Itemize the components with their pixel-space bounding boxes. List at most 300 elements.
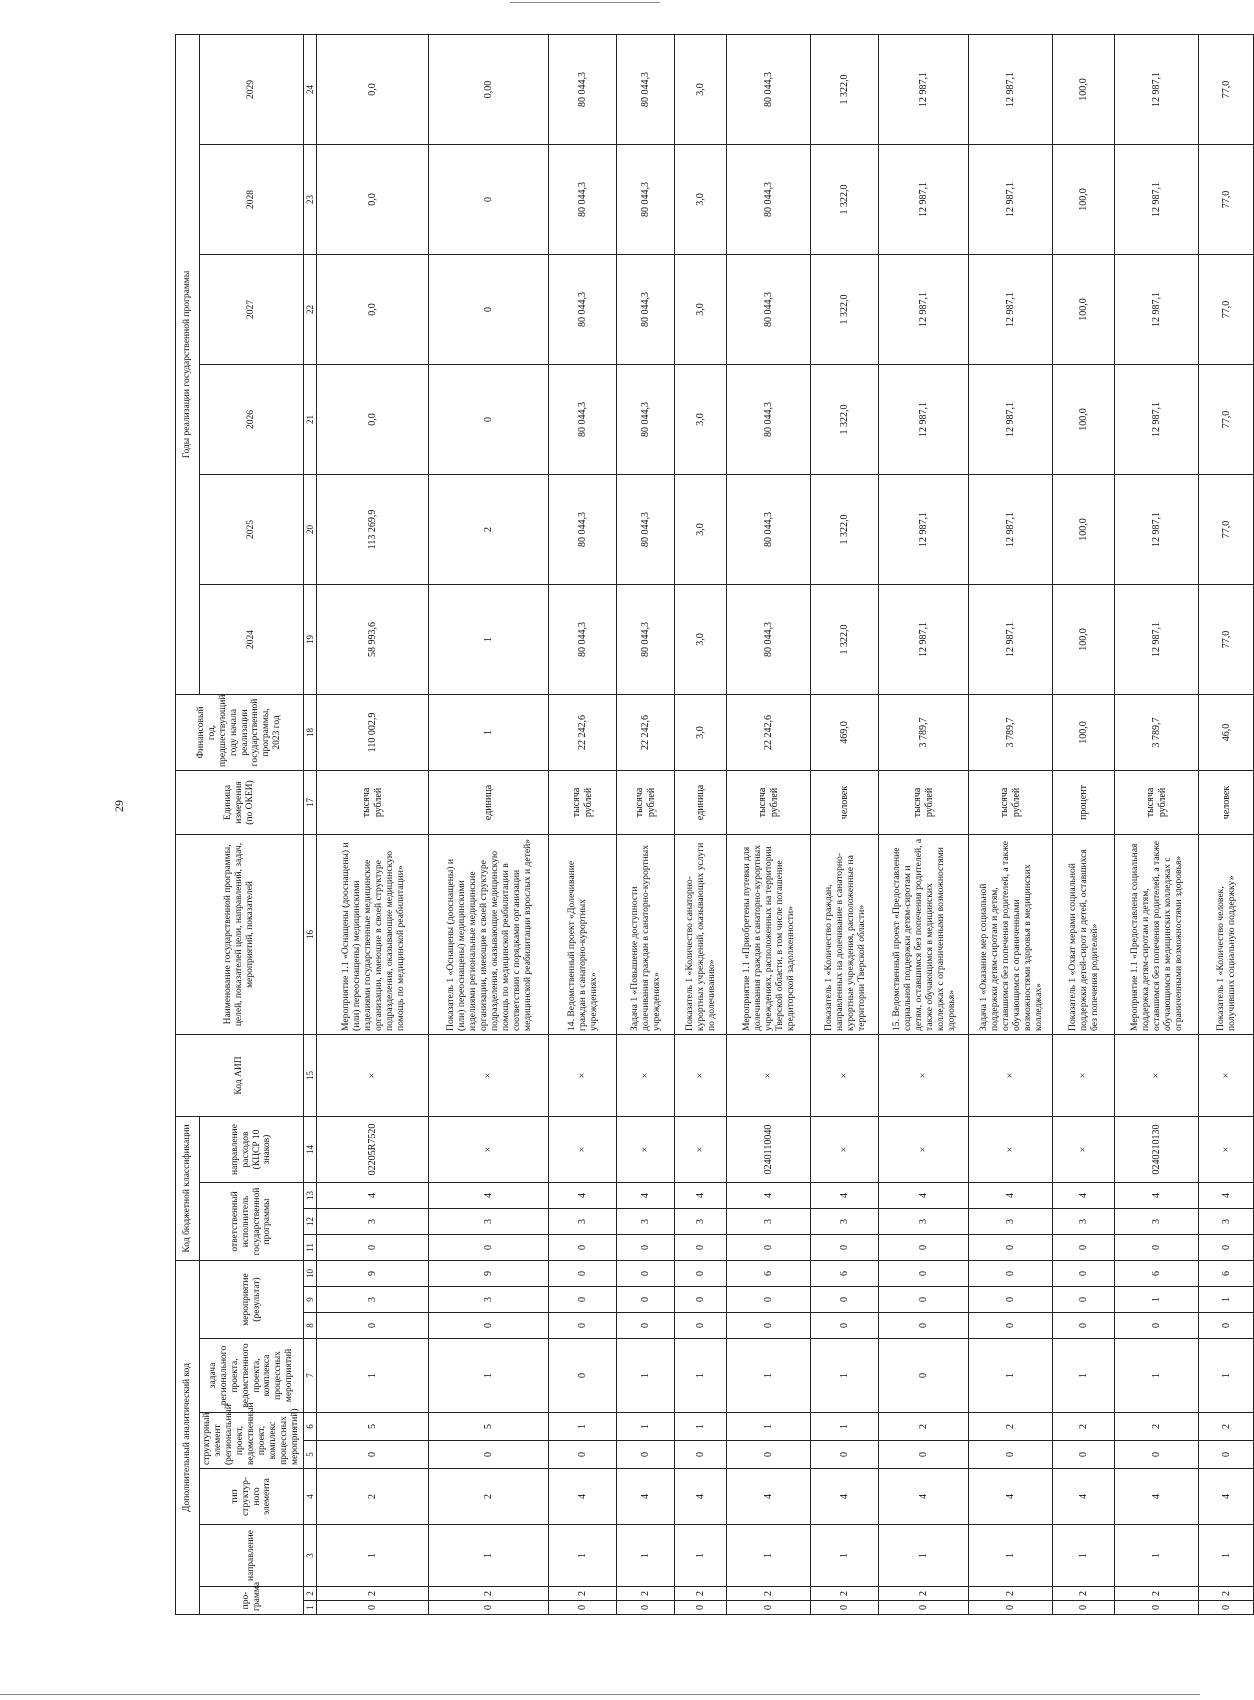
expense-direction-cell: 02205R7520	[317, 1116, 429, 1182]
year-value-cell: 77,0	[1199, 144, 1254, 254]
unit-cell: процент	[1053, 770, 1115, 834]
year-value-cell: 1 322,0	[811, 364, 879, 474]
code-cell: 2	[969, 1587, 1053, 1601]
table-row	[1115, 34, 1199, 1614]
header-executor: ответственный исполнитель государственной программы	[200, 1183, 304, 1261]
rotated-table-container	[175, 60, 1238, 1615]
aip-code-cell: ×	[317, 1034, 429, 1116]
code-cell: 3	[317, 1209, 429, 1235]
col-number: 19	[304, 584, 317, 694]
col-number: 6	[304, 1413, 317, 1441]
code-cell: 4	[879, 1469, 969, 1525]
col-number: 3	[304, 1525, 317, 1587]
unit-cell: единица	[675, 770, 727, 834]
code-cell: 0	[549, 1441, 617, 1469]
aip-code-cell: ×	[675, 1034, 727, 1116]
code-cell: 2	[1199, 1413, 1254, 1441]
column-number-row	[304, 34, 317, 1614]
code-cell: 4	[879, 1183, 969, 1209]
year-value-cell: 1 322,0	[811, 474, 879, 584]
year-value-cell: 100,0	[1053, 254, 1115, 364]
code-cell: 0	[429, 1441, 549, 1469]
year-value-cell: 80 044,3	[617, 474, 675, 584]
code-cell: 1	[675, 1339, 727, 1413]
code-cell: 0	[727, 1313, 811, 1339]
code-cell: 4	[617, 1183, 675, 1209]
code-cell: 1	[727, 1413, 811, 1441]
code-cell: 2	[727, 1587, 811, 1601]
unit-cell: человек	[811, 770, 879, 834]
code-cell: 0	[429, 1313, 549, 1339]
year-value-cell: 80 044,3	[549, 474, 617, 584]
unit-cell: тысяча рублей	[1115, 770, 1199, 834]
year-value-cell: 0	[429, 144, 549, 254]
aip-code-cell: ×	[1115, 1034, 1199, 1116]
aip-code-cell: ×	[969, 1034, 1053, 1116]
year-value-cell: 12 987,1	[1115, 364, 1199, 474]
code-cell: 0	[879, 1261, 969, 1287]
row-name-cell: Мероприятие 1.1 «Оснащены (дооснащены) и (или) переоснащены) медицинскими изделиями государственные медицинские организации, имеющие в своей структуре подразделения, оказывающие медицинскую помощь по медицинской реабилитации»	[317, 834, 429, 1034]
code-cell: 1	[617, 1413, 675, 1441]
year-value-cell: 77,0	[1199, 34, 1254, 144]
table-row	[675, 34, 727, 1614]
expense-direction-cell: ×	[969, 1116, 1053, 1182]
code-cell: 1	[317, 1339, 429, 1413]
code-cell: 4	[429, 1183, 549, 1209]
col-number: 9	[304, 1287, 317, 1313]
base-year-value-cell: 22 242,6	[727, 694, 811, 770]
code-cell: 2	[1115, 1413, 1199, 1441]
year-value-cell: 0,0	[317, 364, 429, 474]
base-year-value-cell: 1	[429, 694, 549, 770]
col-number: 24	[304, 34, 317, 144]
row-name-cell: Мероприятие 1.1 «Приобретены путевки для долечивания граждан в санаторно-курортных учреждениях, расположенных на территории Тверской области, в том числе погашение кредиторской задолженности»	[727, 834, 811, 1034]
code-cell: 4	[675, 1183, 727, 1209]
row-name-cell: 15. Ведомственный проект «Предоставление социальной поддержки детям-сиротам и детям, оставшимся без попечения родителей, а также обучающимся в медицинских колледжах с ограниченными возможностями здоровья»	[879, 834, 969, 1034]
col-number: 7	[304, 1339, 317, 1413]
header-expense-direction: направление расходов (КЦСР 10 знаков)	[200, 1116, 304, 1182]
unit-cell: тысяча рублей	[317, 770, 429, 834]
header-program: про-грамма	[200, 1587, 304, 1615]
code-cell: 6	[811, 1261, 879, 1287]
base-year-value-cell: 100,0	[1053, 694, 1115, 770]
code-cell: 0	[969, 1287, 1053, 1313]
col-number: 13	[304, 1183, 317, 1209]
code-cell: 1	[969, 1339, 1053, 1413]
header-year-2027: 2027	[200, 254, 304, 364]
code-cell: 0	[1115, 1441, 1199, 1469]
code-cell: 0	[969, 1261, 1053, 1287]
code-cell: 1	[811, 1413, 879, 1441]
code-cell: 1	[317, 1525, 429, 1587]
header-name: Наименование государственной программы, целей, показателей цели, направлений, задач, мероприятий, показателей	[176, 834, 304, 1034]
year-value-cell: 0	[429, 254, 549, 364]
code-cell: 0	[1115, 1313, 1199, 1339]
base-year-value-cell: 3 789,7	[879, 694, 969, 770]
table-row	[727, 34, 811, 1614]
year-value-cell: 80 044,3	[617, 254, 675, 364]
row-name-cell: Задача 1 «Повышение доступности долечивания граждан в санаторно-курортных учреждениях»	[617, 834, 675, 1034]
year-value-cell: 12 987,1	[1115, 254, 1199, 364]
code-cell: 0	[675, 1261, 727, 1287]
code-cell: 0	[1199, 1313, 1254, 1339]
year-value-cell: 80 044,3	[549, 144, 617, 254]
code-cell: 4	[811, 1469, 879, 1525]
year-value-cell: 12 987,1	[969, 584, 1053, 694]
header-year-2024: 2024	[200, 584, 304, 694]
row-name-cell: Мероприятие 1.1 «Предоставлена социальная поддержка детям-сиротам и детям, оставшимся без попечения родителей, а также обучающимся в медицинских колледжах с ограниченными возможностями здоровья»	[1115, 834, 1199, 1034]
code-cell: 1	[1115, 1525, 1199, 1587]
year-value-cell: 58 993,6	[317, 584, 429, 694]
row-name-cell: Задача 1 «Оказание мер социальной поддержки детям-сиротам и детям, оставшимся без попечения родителей, а также обучающимся с ограниченными возможностями здоровья в медицинских колледжах»	[969, 834, 1053, 1034]
base-year-value-cell: 22 242,6	[549, 694, 617, 770]
year-value-cell: 0,00	[429, 34, 549, 144]
year-value-cell: 3,0	[675, 474, 727, 584]
code-cell: 4	[1115, 1183, 1199, 1209]
year-value-cell: 12 987,1	[1115, 144, 1199, 254]
code-cell: 4	[727, 1469, 811, 1525]
header-direction: направление	[200, 1525, 304, 1587]
code-cell: 2	[549, 1587, 617, 1601]
table-row	[811, 34, 879, 1614]
code-cell: 0	[675, 1235, 727, 1261]
code-cell: 0	[811, 1235, 879, 1261]
table-row	[317, 34, 429, 1614]
code-cell: 4	[1053, 1183, 1115, 1209]
base-year-value-cell: 46,0	[1199, 694, 1254, 770]
year-value-cell: 0,0	[317, 254, 429, 364]
year-value-cell: 80 044,3	[617, 584, 675, 694]
code-cell: 0	[675, 1313, 727, 1339]
code-cell: 0	[617, 1287, 675, 1313]
col-number: 16	[304, 834, 317, 1034]
year-value-cell: 80 044,3	[549, 364, 617, 474]
code-cell: 1	[1115, 1287, 1199, 1313]
row-name-cell: Показатель 1 «Охват мерами социальной поддержки детей-сирот и детей, оставшихся без попечения родителей»	[1053, 834, 1115, 1034]
code-cell: 0	[1053, 1261, 1115, 1287]
code-cell: 0	[1053, 1287, 1115, 1313]
code-cell: 6	[727, 1261, 811, 1287]
code-cell: 4	[549, 1469, 617, 1525]
year-value-cell: 12 987,1	[969, 364, 1053, 474]
code-cell: 0	[1199, 1235, 1254, 1261]
year-value-cell: 0	[429, 364, 549, 474]
aip-code-cell: ×	[549, 1034, 617, 1116]
table-row	[969, 34, 1053, 1614]
col-number: 8	[304, 1313, 317, 1339]
code-cell: 0	[727, 1287, 811, 1313]
code-cell: 1	[969, 1525, 1053, 1587]
program-table	[175, 34, 1254, 1615]
code-cell: 0	[317, 1441, 429, 1469]
year-value-cell: 80 044,3	[617, 144, 675, 254]
col-number: 1	[304, 1601, 317, 1615]
year-value-cell: 80 044,3	[549, 584, 617, 694]
base-year-value-cell: 469,0	[811, 694, 879, 770]
code-cell: 0	[549, 1313, 617, 1339]
code-cell: 0	[675, 1287, 727, 1313]
code-cell: 0	[549, 1261, 617, 1287]
code-cell: 0	[549, 1235, 617, 1261]
code-cell: 2	[317, 1587, 429, 1601]
code-cell: 0	[549, 1601, 617, 1615]
header-aip-code: Код АИП	[176, 1034, 304, 1116]
year-value-cell: 3,0	[675, 144, 727, 254]
base-year-value-cell: 110 002,9	[317, 694, 429, 770]
code-cell: 0	[969, 1235, 1053, 1261]
code-cell: 0	[1053, 1313, 1115, 1339]
code-cell: 3	[429, 1209, 549, 1235]
header-years-group: Годы реализации государственной программы	[176, 34, 200, 694]
table-row	[1199, 34, 1254, 1614]
code-cell: 1	[675, 1413, 727, 1441]
code-cell: 9	[317, 1261, 429, 1287]
code-cell: 4	[1199, 1183, 1254, 1209]
expense-direction-cell: ×	[1199, 1116, 1254, 1182]
code-cell: 0	[1199, 1441, 1254, 1469]
year-value-cell: 0,0	[317, 34, 429, 144]
code-cell: 0	[879, 1313, 969, 1339]
year-value-cell: 80 044,3	[727, 364, 811, 474]
row-name-cell: Показатель 1 «Количество граждан, направленных на долечивание в санаторно-курортные учреждения, расположенные на территории Тверской области»	[811, 834, 879, 1034]
code-cell: 1	[429, 1525, 549, 1587]
col-number: 12	[304, 1209, 317, 1235]
code-cell: 0	[317, 1235, 429, 1261]
aip-code-cell: ×	[879, 1034, 969, 1116]
code-cell: 2	[1199, 1587, 1254, 1601]
code-cell: 0	[1053, 1441, 1115, 1469]
code-cell: 0	[617, 1441, 675, 1469]
col-number: 4	[304, 1469, 317, 1525]
year-value-cell: 3,0	[675, 34, 727, 144]
code-cell: 0	[549, 1287, 617, 1313]
base-year-value-cell: 3,0	[675, 694, 727, 770]
col-number: 14	[304, 1116, 317, 1182]
code-cell: 3	[1199, 1209, 1254, 1235]
header-year-2029: 2029	[200, 34, 304, 144]
col-number: 10	[304, 1261, 317, 1287]
aip-code-cell: ×	[727, 1034, 811, 1116]
code-cell: 4	[549, 1183, 617, 1209]
table-row	[1053, 34, 1115, 1614]
year-value-cell: 3,0	[675, 254, 727, 364]
code-cell: 6	[1199, 1261, 1254, 1287]
header-analytic-code: Дополнительный аналитический код	[176, 1261, 200, 1615]
year-value-cell: 12 987,1	[879, 254, 969, 364]
code-cell: 4	[317, 1183, 429, 1209]
aip-code-cell: ×	[429, 1034, 549, 1116]
unit-cell: тысяча рублей	[727, 770, 811, 834]
year-value-cell: 100,0	[1053, 584, 1115, 694]
table-row	[429, 34, 549, 1614]
table-row	[879, 34, 969, 1614]
code-cell: 0	[317, 1601, 429, 1615]
unit-cell: тысяча рублей	[549, 770, 617, 834]
code-cell: 3	[317, 1287, 429, 1313]
code-cell: 1	[675, 1525, 727, 1587]
scan-bottom-line	[0, 1694, 1200, 1695]
code-cell: 1	[1199, 1287, 1254, 1313]
year-value-cell: 1 322,0	[811, 584, 879, 694]
col-number: 5	[304, 1441, 317, 1469]
row-name-cell: Показатель 1 «Количество санаторно-курортных учреждений, оказывающих услуги по долечиванию»	[675, 834, 727, 1034]
code-cell: 3	[429, 1287, 549, 1313]
code-cell: 0	[675, 1441, 727, 1469]
code-cell: 0	[879, 1601, 969, 1615]
year-value-cell: 1 322,0	[811, 144, 879, 254]
year-value-cell: 113 269,9	[317, 474, 429, 584]
year-value-cell: 77,0	[1199, 254, 1254, 364]
code-cell: 0	[429, 1235, 549, 1261]
code-cell: 0	[727, 1441, 811, 1469]
code-cell: 0	[675, 1601, 727, 1615]
year-value-cell: 12 987,1	[1115, 474, 1199, 584]
expense-direction-cell: ×	[675, 1116, 727, 1182]
code-cell: 4	[811, 1183, 879, 1209]
code-cell: 1	[549, 1525, 617, 1587]
code-cell: 4	[1115, 1469, 1199, 1525]
year-value-cell: 77,0	[1199, 584, 1254, 694]
year-value-cell: 12 987,1	[879, 474, 969, 584]
code-cell: 0	[969, 1441, 1053, 1469]
table-row	[617, 34, 675, 1614]
row-name-cell: 14. Ведомственный проект «Долечивание граждан в санаторно-курортных учреждениях»	[549, 834, 617, 1034]
year-value-cell: 80 044,3	[549, 34, 617, 144]
code-cell: 0	[317, 1313, 429, 1339]
year-value-cell: 80 044,3	[727, 474, 811, 584]
code-cell: 3	[617, 1209, 675, 1235]
year-value-cell: 100,0	[1053, 34, 1115, 144]
year-value-cell: 80 044,3	[727, 144, 811, 254]
year-value-cell: 3,0	[675, 364, 727, 474]
col-number: 15	[304, 1034, 317, 1116]
code-cell: 0	[811, 1313, 879, 1339]
code-cell: 0	[617, 1601, 675, 1615]
code-cell: 0	[1115, 1601, 1199, 1615]
header-event: мероприятие (результат)	[200, 1261, 304, 1339]
year-value-cell: 0,0	[317, 144, 429, 254]
col-number: 23	[304, 144, 317, 254]
code-cell: 2	[811, 1587, 879, 1601]
header-struct-type: тип структур-ного элемента	[200, 1469, 304, 1525]
code-cell: 0	[1053, 1235, 1115, 1261]
expense-direction-cell: ×	[811, 1116, 879, 1182]
code-cell: 0	[811, 1601, 879, 1615]
year-value-cell: 80 044,3	[727, 584, 811, 694]
code-cell: 0	[1053, 1601, 1115, 1615]
scan-edge-line	[510, 2, 660, 3]
code-cell: 1	[1115, 1339, 1199, 1413]
unit-cell: человек	[1199, 770, 1254, 834]
code-cell: 4	[675, 1469, 727, 1525]
year-value-cell: 100,0	[1053, 364, 1115, 474]
year-value-cell: 100,0	[1053, 474, 1115, 584]
code-cell: 0	[879, 1441, 969, 1469]
code-cell: 3	[727, 1209, 811, 1235]
code-cell: 1	[1199, 1339, 1254, 1413]
code-cell: 2	[969, 1413, 1053, 1441]
year-value-cell: 12 987,1	[1115, 584, 1199, 694]
code-cell: 2	[675, 1587, 727, 1601]
header-year-2025: 2025	[200, 474, 304, 584]
header-year-2028: 2028	[200, 144, 304, 254]
code-cell: 4	[1053, 1469, 1115, 1525]
code-cell: 0	[1115, 1235, 1199, 1261]
col-number: 17	[304, 770, 317, 834]
year-value-cell: 12 987,1	[879, 364, 969, 474]
code-cell: 1	[549, 1413, 617, 1441]
code-cell: 2	[429, 1587, 549, 1601]
row-name-cell: Показатель 1 «Оснащены (дооснащены) и (или) переоснащены) медицинскими изделиями региональные медицинские организации, имеющие в своей структуре подразделения, оказывающие медицинскую помощь по медицинской реабилитации в соответствии с порядками организации медицинской реабилитации взрослых и детей»	[429, 834, 549, 1034]
col-number: 11	[304, 1235, 317, 1261]
code-cell: 2	[1115, 1587, 1199, 1601]
code-cell: 0	[811, 1287, 879, 1313]
unit-cell: тысяча рублей	[879, 770, 969, 834]
code-cell: 0	[727, 1601, 811, 1615]
unit-cell: единица	[429, 770, 549, 834]
col-number: 2	[304, 1587, 317, 1601]
code-cell: 2	[1053, 1413, 1115, 1441]
code-cell: 3	[1115, 1209, 1199, 1235]
code-cell: 2	[317, 1469, 429, 1525]
year-value-cell: 3,0	[675, 584, 727, 694]
code-cell: 1	[1053, 1339, 1115, 1413]
code-cell: 2	[617, 1587, 675, 1601]
code-cell: 0	[429, 1601, 549, 1615]
table-row	[549, 34, 617, 1614]
year-value-cell: 77,0	[1199, 364, 1254, 474]
code-cell: 4	[617, 1469, 675, 1525]
code-cell: 0	[617, 1313, 675, 1339]
year-value-cell: 77,0	[1199, 474, 1254, 584]
year-value-cell: 12 987,1	[969, 144, 1053, 254]
code-cell: 5	[429, 1413, 549, 1441]
code-cell: 0	[549, 1339, 617, 1413]
header-struct-element: структурный элемент (региональный проект, ведомственный проект, комплекс процессных мероприятий)	[200, 1413, 304, 1469]
year-value-cell: 12 987,1	[969, 254, 1053, 364]
year-value-cell: 80 044,3	[549, 254, 617, 364]
col-number: 20	[304, 474, 317, 584]
year-value-cell: 100,0	[1053, 144, 1115, 254]
aip-code-cell: ×	[811, 1034, 879, 1116]
code-cell: 0	[617, 1261, 675, 1287]
code-cell: 1	[429, 1339, 549, 1413]
base-year-value-cell: 3 789,7	[969, 694, 1053, 770]
expense-direction-cell: 0240110040	[727, 1116, 811, 1182]
code-cell: 3	[879, 1209, 969, 1235]
code-cell: 0	[879, 1339, 969, 1413]
code-cell: 3	[1053, 1209, 1115, 1235]
header-unit: Единица измерения (по ОКЕИ)	[176, 770, 304, 834]
code-cell: 3	[675, 1209, 727, 1235]
expense-direction-cell: ×	[1053, 1116, 1115, 1182]
base-year-value-cell: 22 242,6	[617, 694, 675, 770]
header-budget-code: Код бюджетной классификации	[176, 1116, 200, 1260]
page-number: 29	[112, 800, 126, 812]
code-cell: 4	[727, 1183, 811, 1209]
code-cell: 0	[879, 1287, 969, 1313]
code-cell: 0	[617, 1235, 675, 1261]
code-cell: 6	[1115, 1261, 1199, 1287]
code-cell: 4	[969, 1183, 1053, 1209]
code-cell: 3	[969, 1209, 1053, 1235]
code-cell: 2	[1053, 1587, 1115, 1601]
code-cell: 1	[811, 1525, 879, 1587]
expense-direction-cell: ×	[549, 1116, 617, 1182]
code-cell: 1	[617, 1525, 675, 1587]
aip-code-cell: ×	[1199, 1034, 1254, 1116]
table-body	[317, 34, 1254, 1614]
